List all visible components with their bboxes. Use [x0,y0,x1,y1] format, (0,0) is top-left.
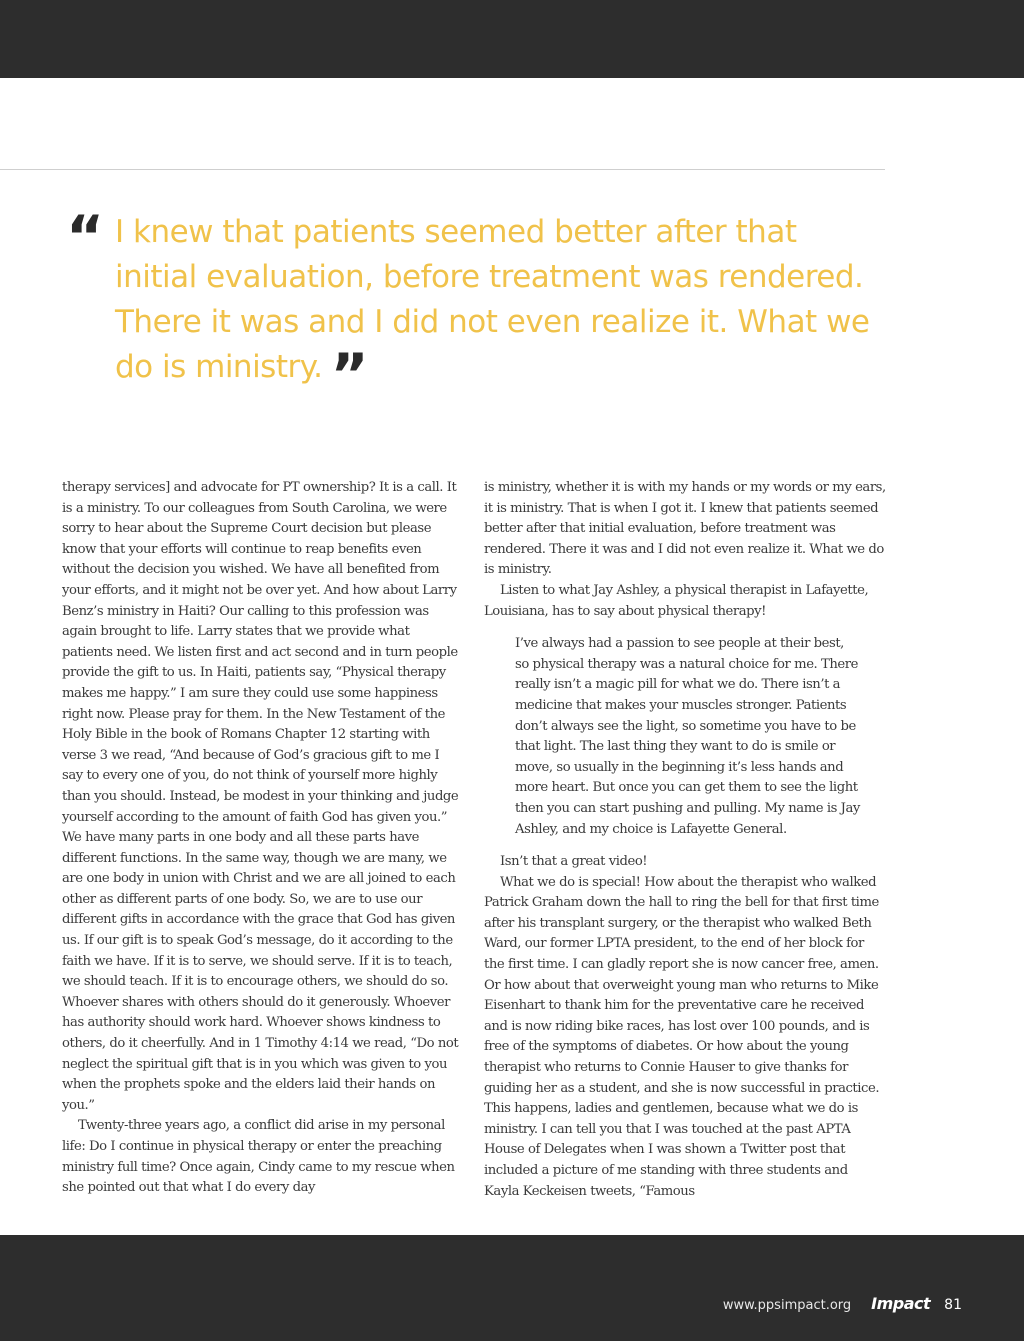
header-band [0,0,1024,78]
open-quote-mark: “ [66,203,105,271]
footer-url[interactable]: www.ppsimpact.org [722,1298,852,1313]
page-footer [723,1294,962,1313]
magazine-logo: Impact [871,1294,931,1313]
page-number: 81 [944,1297,962,1313]
footer-band [0,1235,1024,1341]
body-paragraph: is ministry, whether it is with my hands or my words or my ears, it is ministry. That is when I got it. I knew that patients seemed better after that initial evaluation, before treatment was rendered. There it was and I did not even realize it. What we do is ministry. [484,480,886,578]
block-quote: I’ve always had a passion to see people at their best, so physical therapy was a natural choice for me. There really isn’t a magic pill for what we do. There isn’t a medicine that makes your muscles stronger. Patients don’t always see the light, so sometime you have to be that light. The last thing they want to do is smile or move, so usually in the beginning it’s less hands and more heart. But once you can get them to see the light then you can start pushing and pulling. My name is Jay Ashley, and my choice is Lafayette General. [515,636,860,837]
body-paragraph: Isn’t that a great video! [500,854,648,870]
body-paragraph: therapy services] and advocate for PT ownership? It is a call. It is a ministry. To our colleagues from South Carolina, we were sorry to hear about the Supreme Court decision but please know that your efforts will continue to reap benefits even without the decision you wished. We have all benefited from your efforts, and it might not be over yet. And how about Larry Benz’s ministry in Haiti? Our calling to this profession was again brought to life. Larry states that we provide what patients need. We listen first and act second and in turn people provide the gift to us. In Haiti, patients say, “Physical therapy makes me happy.” I am sure they could use some happiness right now. Please pray for them. In the New Testament of the Holy Bible in the book of Romans Chapter 12 starting with verse 3 we read, “And because of God’s gracious gift to me I say to every one of you, do not think of yourself more highly than you should. Instead, be modest in your thinking and judge yourself according to the amount of faith God has given you.” We have many parts in one body and all these parts have different functions. In the same way, though we are many, we are one body in union with Christ and we are all joined to each other as different parts of one body. So, we are to use our different gifts in accordance with the grace that God has given us. If our gift is to speak God’s message, do it according to the faith we have. If it is to serve, we should serve. If it is to teach, we should teach. If it is to encourage others, we should do so. Whoever shares with others should do it generously. Whoever has authority should work hard. Whoever shows kindness to others, do it cheerfully. And in 1 Timothy 4:14 we read, “Do not neglect the spiritual gift that is in you which was given to you when the prophets spoke and the elders laid their hands on you.” [62,480,459,1113]
horizontal-rule [0,169,885,170]
pull-quote-text: I knew that patients seemed better after that initial evaluation, before treatment was rendered. There it was and I did not even realize it. What we do is ministry. [115,214,870,385]
pull-quote-text-block [115,210,885,409]
body-paragraph: What we do is special! How about the therapist who walked Patrick Graham down the hall to ring the bell for that first time after his transplant surgery, or the therapist who walked Beth Ward, our former LPTA president, to the end of her block for the first time. I can gladly report she is now cancer free, amen. Or how about that overweight young man who returns to Mike Eisenhart to thank him for the preventative care he received and is now riding bike races, has lost over 100 pounds, and is free of the symptoms of diabetes. Or how about the young therapist who returns to Connie Hauser to give thanks for guiding her as a student, and she is now successful in practice. This happens, ladies and gentlemen, because what we do is ministry. I can tell you that I was touched at the past APTA House of Delegates when I was shown a Twitter post that included a picture of me standing with three students and Kayla Keckeisen tweets, “Famous [484,874,880,1199]
body-paragraph: Listen to what Jay Ashley, a physical therapist in Lafayette, Louisiana, has to say about physical therapy! [484,582,869,619]
pull-quote [66,203,886,409]
body-paragraph: Twenty-three years ago, a conflict did arise in my personal life: Do I continue in physical therapy or enter the preaching ministry full time? Once again, Cindy came to my rescue when she pointed out that what I do every day [62,1118,455,1196]
article-column-right [484,478,886,1202]
article-column-left [62,478,460,1199]
close-quote-mark: ” [330,341,369,409]
